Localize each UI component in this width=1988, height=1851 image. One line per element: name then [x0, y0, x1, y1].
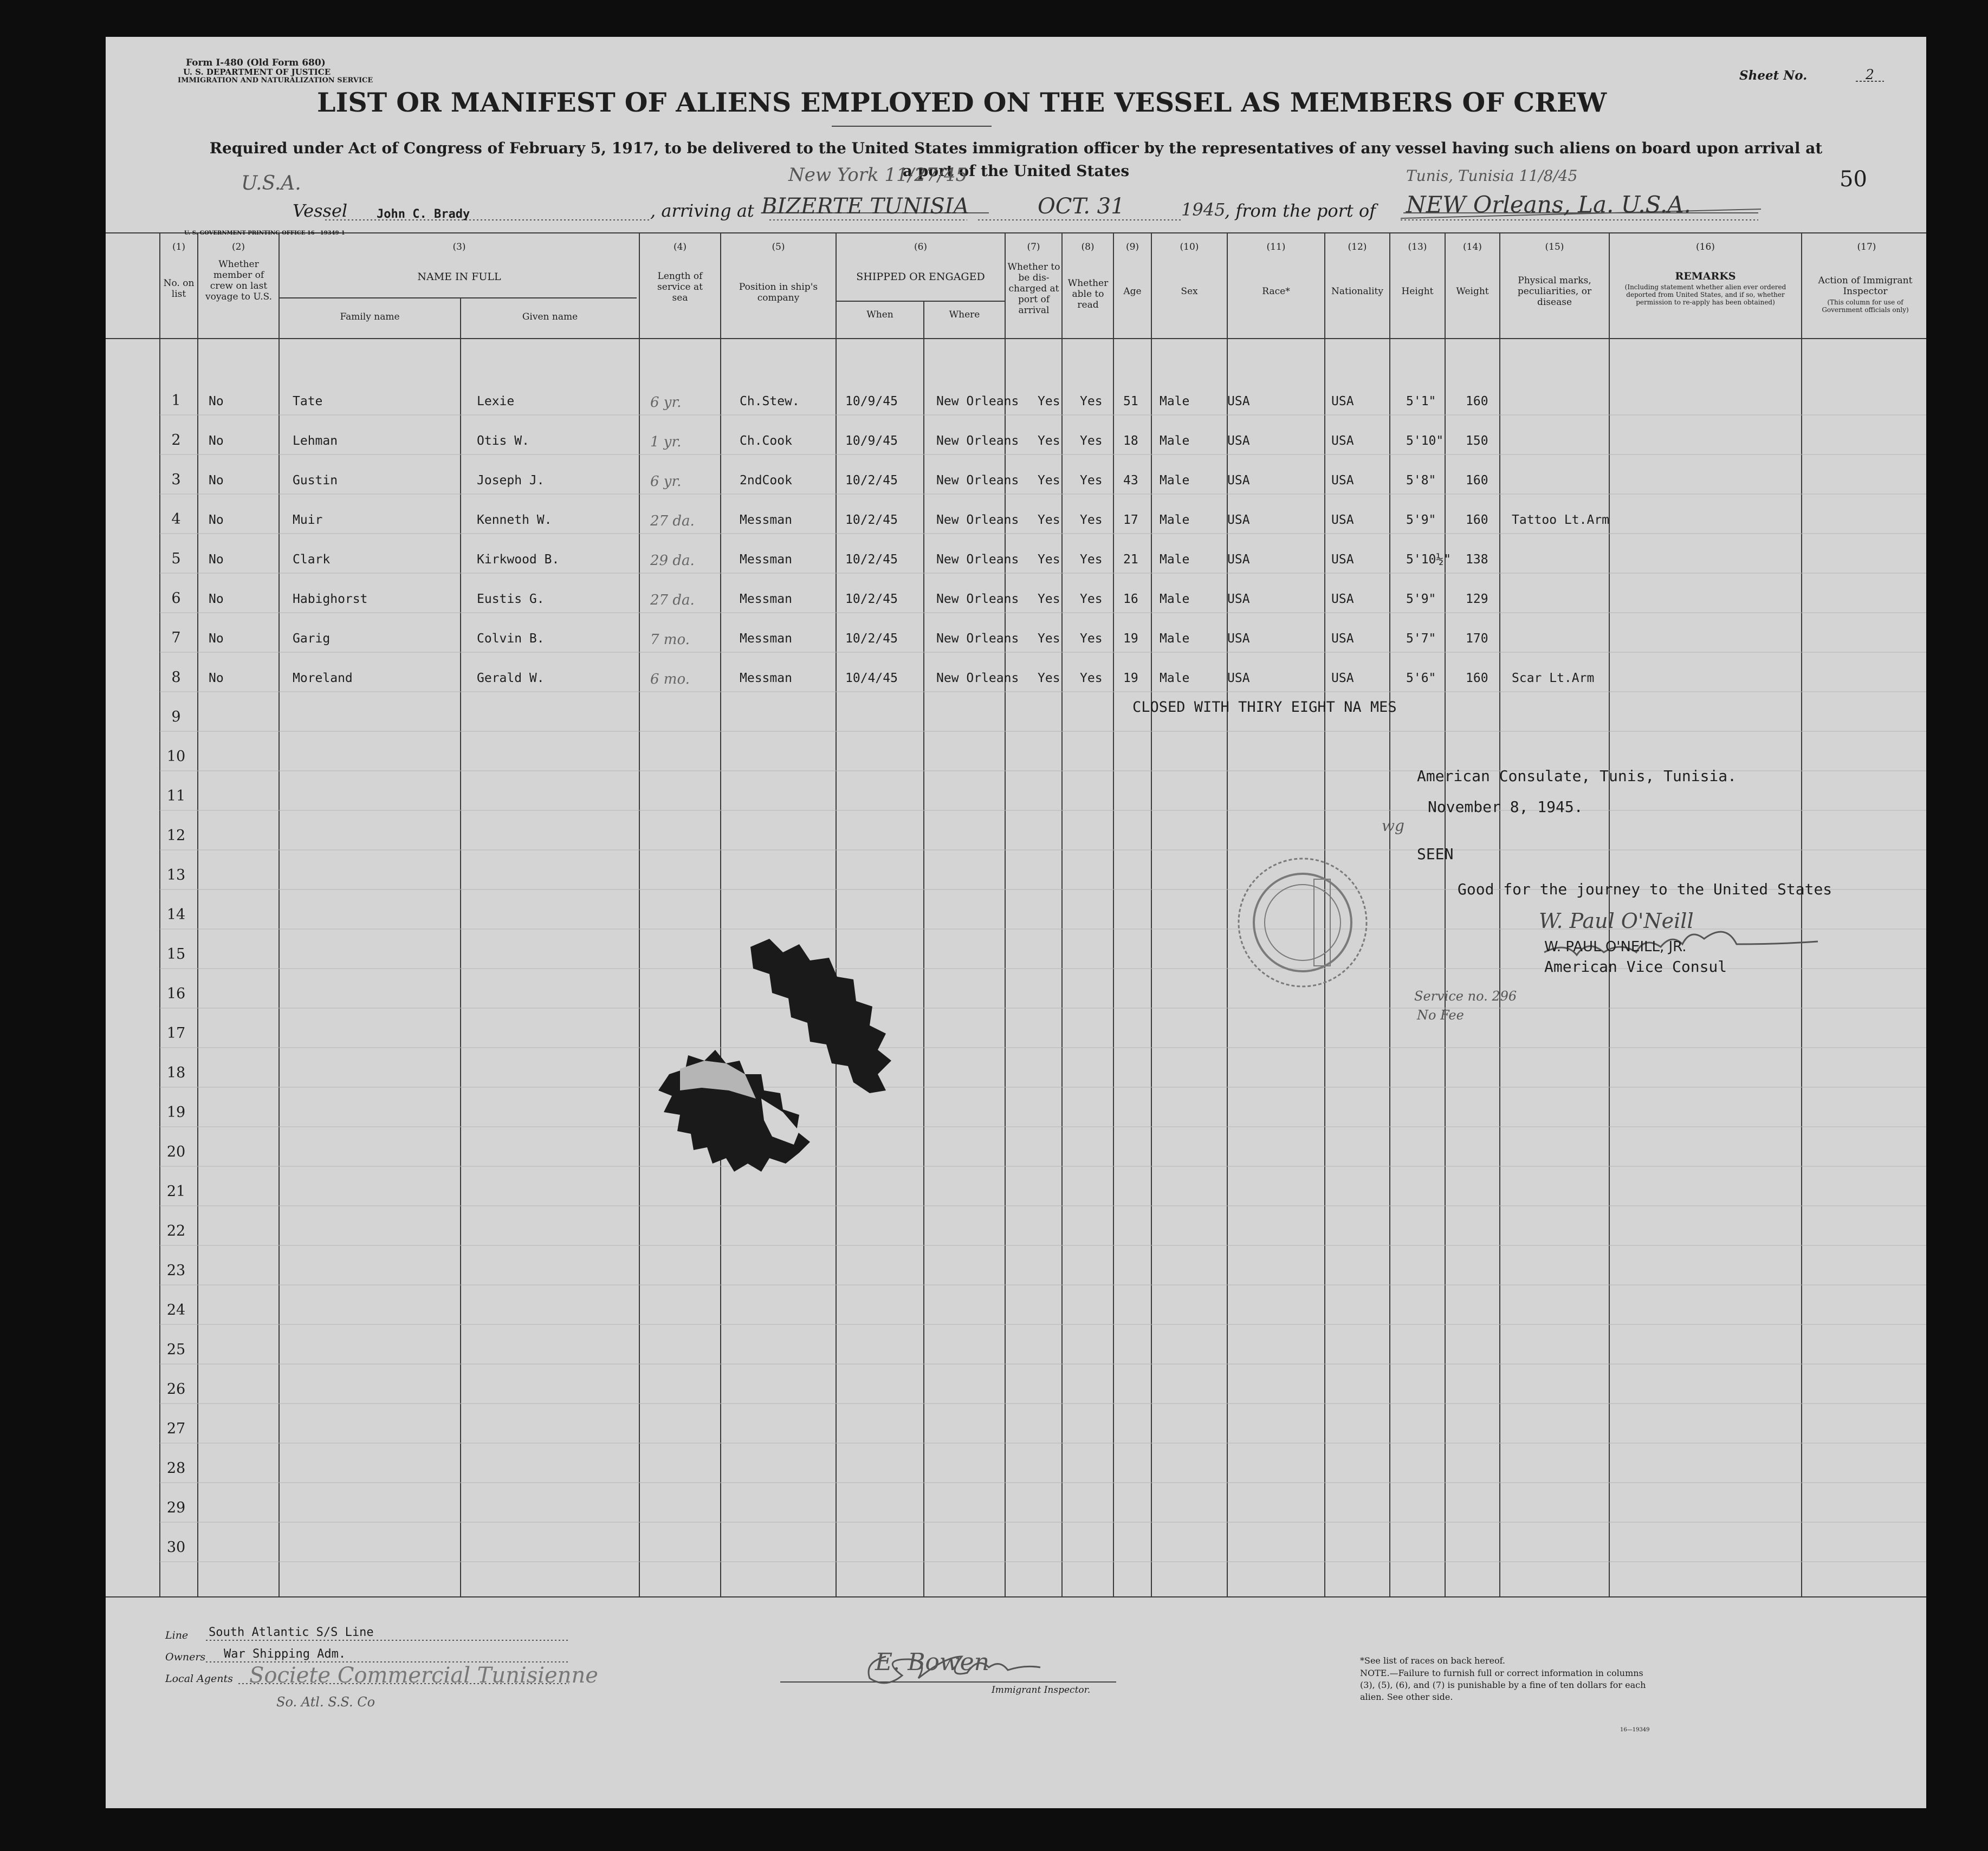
crew-crew: No: [209, 473, 224, 488]
crew-marks: Scar Lt.Arm: [1512, 671, 1595, 685]
crew-position: 2ndCook: [740, 473, 792, 488]
local-agents-label: Local Agents: [165, 1673, 233, 1685]
crew-service: 1 yr.: [650, 434, 682, 450]
col-15-label: Physical marks, peculiarities, or disease: [1517, 275, 1592, 308]
crew-service: 6 yr.: [650, 473, 682, 490]
crew-race: USA: [1227, 434, 1250, 448]
inspector-signature: E. Bowen: [875, 1648, 989, 1676]
col-15-num: (15): [1545, 242, 1564, 252]
seen-stamp: SEEN: [1417, 845, 1454, 863]
ribbon-seal: [750, 939, 891, 1093]
crew-family: Tate: [293, 394, 323, 408]
form-subtitle: Required under Act of Congress of February 5, 1917, to be delivered to the United States immigration officer by the representatives of any vessel having such aliens on board upon arrival at a port of the United States: [209, 139, 1823, 180]
crew-sex: Male: [1160, 553, 1190, 567]
crew-weight: 150: [1466, 434, 1488, 448]
crew-sex: Male: [1160, 513, 1190, 527]
crew-discharged: Yes: [1038, 632, 1060, 646]
col-3-num: (3): [452, 242, 466, 252]
crew-family: Moreland: [293, 671, 353, 685]
crew-when: 10/2/45: [845, 553, 898, 567]
crew-position: Messman: [740, 632, 792, 646]
crew-read: Yes: [1080, 473, 1103, 488]
crew-crew: No: [209, 632, 224, 646]
crew-family: Lehman: [293, 434, 338, 448]
col-10-num: (10): [1180, 242, 1199, 252]
crew-age: 18: [1123, 434, 1138, 448]
col-6-where: Where: [949, 309, 980, 320]
crew-sex: Male: [1160, 671, 1190, 685]
row-number: 7: [171, 629, 181, 646]
races-note: *See list of races on back hereof.: [1360, 1655, 1506, 1666]
crew-nationality: USA: [1331, 473, 1354, 488]
arrival-year: 1945: [1181, 199, 1226, 220]
row-number: 12: [166, 827, 186, 844]
col-16-note: (Including statement whether alien ever ordered deported from United States, and if so, whether permission to re-apply has been obtained): [1624, 283, 1786, 306]
row-number: 30: [166, 1539, 186, 1556]
crew-height: 5'7": [1406, 632, 1436, 646]
fine-note: NOTE.—Failure to furnish full or correct information in columns (3), (5), (6), and (7) is punishable by a fine of ten dollars for each alien. See other side.: [1360, 1668, 1646, 1702]
crew-age: 43: [1123, 473, 1138, 488]
row-number: 27: [166, 1420, 186, 1437]
row-number: 11: [166, 788, 186, 804]
crew-crew: No: [209, 553, 224, 567]
crew-family: Garig: [293, 632, 331, 646]
crew-where: New Orleans: [936, 434, 1019, 448]
arriving-port: BIZERTE TUNISIA: [761, 194, 969, 219]
crew-where: New Orleans: [936, 553, 1019, 567]
crew-sex: Male: [1160, 632, 1190, 646]
line-value: South Atlantic S/S Line: [209, 1626, 374, 1639]
arriving-handwritten: New York 11/27/45: [788, 164, 968, 186]
form-title: LIST OR MANIFEST OF ALIENS EMPLOYED ON THE VESSEL AS MEMBERS OF CREW: [317, 87, 1607, 118]
col-7-num: (7): [1027, 242, 1040, 252]
crew-given: Eustis G.: [477, 592, 545, 606]
crew-weight: 129: [1466, 592, 1488, 606]
crew-family: Muir: [293, 513, 323, 527]
col-13-label: Height: [1401, 286, 1434, 297]
crew-crew: No: [209, 513, 224, 527]
crew-service: 27 da.: [650, 592, 695, 608]
col-6-label: SHIPPED OR ENGAGED: [856, 271, 985, 283]
crew-discharged: Yes: [1038, 434, 1060, 448]
consulate-seal: [1239, 859, 1367, 986]
col-2-num: (2): [231, 242, 245, 252]
crew-given: Otis W.: [477, 434, 529, 448]
row-number: 6: [171, 590, 181, 607]
col-14-label: Weight: [1456, 286, 1489, 297]
col-4-num: (4): [673, 242, 687, 252]
crew-weight: 160: [1466, 394, 1488, 408]
crew-height: 5'9": [1406, 592, 1436, 606]
crew-when: 10/2/45: [845, 592, 898, 606]
crew-family: Gustin: [293, 473, 338, 488]
crew-race: USA: [1227, 592, 1250, 606]
crew-position: Messman: [740, 671, 792, 685]
consul-signature: W. Paul O'Neill: [1539, 909, 1694, 933]
service-number-note: Service no. 296: [1414, 989, 1517, 1004]
col-1-label: No. on list: [163, 278, 195, 300]
row-number: 5: [171, 550, 181, 567]
col-10-label: Sex: [1181, 286, 1198, 297]
crew-position: Messman: [740, 553, 792, 567]
crew-when: 10/9/45: [845, 394, 898, 408]
crew-given: Kenneth W.: [477, 513, 552, 527]
crew-nationality: USA: [1331, 632, 1354, 646]
crew-height: 5'10": [1406, 434, 1444, 448]
crew-given: Lexie: [477, 394, 515, 408]
row-number: 23: [166, 1262, 186, 1279]
crew-when: 10/2/45: [845, 473, 898, 488]
printing-office: U. S. GOVERNMENT PRINTING OFFICE 16—19349-1: [184, 230, 345, 236]
col-1-num: (1): [172, 242, 186, 252]
crew-crew: No: [209, 434, 224, 448]
col-12-label: Nationality: [1331, 286, 1383, 297]
crew-age: 51: [1123, 394, 1138, 408]
row-number: 20: [166, 1144, 186, 1160]
crew-discharged: Yes: [1038, 394, 1060, 408]
crew-sex: Male: [1160, 434, 1190, 448]
arrival-date: OCT. 31: [1038, 194, 1125, 219]
crew-position: Ch.Stew.: [740, 394, 800, 408]
row-number: 28: [166, 1460, 186, 1477]
crew-sex: Male: [1160, 394, 1190, 408]
crew-height: 5'1": [1406, 394, 1436, 408]
crew-height: 5'10½": [1406, 553, 1452, 567]
crew-nationality: USA: [1331, 553, 1354, 567]
local-agents-handwritten-2: So. Atl. S.S. Co: [276, 1694, 375, 1710]
crew-crew: No: [209, 592, 224, 606]
crew-weight: 170: [1466, 632, 1488, 646]
line-label: Line: [165, 1629, 189, 1641]
initials: wg: [1382, 817, 1404, 835]
crew-read: Yes: [1080, 513, 1103, 527]
crew-crew: No: [209, 671, 224, 685]
from-port: NEW Orleans, La. U.S.A.: [1406, 191, 1691, 218]
row-number: 9: [171, 709, 181, 725]
sheet-number: 2: [1866, 67, 1874, 82]
crew-crew: No: [209, 394, 224, 408]
col-5-num: (5): [772, 242, 785, 252]
col-9-label: Age: [1123, 286, 1142, 297]
crew-family: Clark: [293, 553, 331, 567]
crew-read: Yes: [1080, 434, 1103, 448]
crew-age: 21: [1123, 553, 1138, 567]
crew-race: USA: [1227, 553, 1250, 567]
col-11-num: (11): [1266, 242, 1286, 252]
row-number: 4: [171, 511, 181, 528]
col-7-label: Whether to be dis-charged at port of arrival: [1007, 262, 1060, 316]
col-9-num: (9): [1125, 242, 1139, 252]
col-17-label: Action of Immigrant Inspector: [1818, 275, 1913, 297]
col-4-label: Length of service at sea: [657, 271, 703, 303]
crew-position: Ch.Cook: [740, 434, 792, 448]
crew-when: 10/2/45: [845, 632, 898, 646]
crew-race: USA: [1227, 473, 1250, 488]
crew-service: 6 yr.: [650, 394, 682, 411]
row-number: 3: [171, 471, 181, 488]
col-12-num: (12): [1348, 242, 1367, 252]
col-14-num: (14): [1463, 242, 1482, 252]
crew-nationality: USA: [1331, 394, 1354, 408]
crew-height: 5'6": [1406, 671, 1436, 685]
inspector-label: Immigrant Inspector.: [992, 1685, 1091, 1696]
col-6-num: (6): [914, 242, 928, 252]
form-code: 16—19349: [1620, 1727, 1650, 1733]
crew-discharged: Yes: [1038, 553, 1060, 567]
arriving-label: , arriving at: [650, 200, 754, 221]
crew-discharged: Yes: [1038, 513, 1060, 527]
crew-marks: Tattoo Lt.Arm: [1512, 513, 1610, 527]
crew-age: 19: [1123, 671, 1138, 685]
owners-label: Owners: [165, 1651, 206, 1663]
closed-note: CLOSED WITH THIRY EIGHT NA MES: [1132, 699, 1397, 716]
col-3-family-name: Family name: [340, 311, 400, 322]
crew-when: 10/2/45: [845, 513, 898, 527]
crew-nationality: USA: [1331, 592, 1354, 606]
local-agents-handwritten: Societe Commercial Tunisienne: [249, 1663, 598, 1688]
signer-name: W. PAUL O'NEILL, JR.: [1544, 939, 1687, 955]
crew-where: New Orleans: [936, 394, 1019, 408]
crew-read: Yes: [1080, 553, 1103, 567]
crew-read: Yes: [1080, 632, 1103, 646]
crew-where: New Orleans: [936, 592, 1019, 606]
col-6-when: When: [866, 309, 893, 320]
crew-service: 29 da.: [650, 553, 695, 569]
crew-read: Yes: [1080, 394, 1103, 408]
crew-sex: Male: [1160, 592, 1190, 606]
col-11-label: Race*: [1262, 286, 1290, 297]
col-16-label: REMARKS: [1675, 270, 1736, 282]
crew-given: Colvin B.: [477, 632, 545, 646]
crew-position: Messman: [740, 592, 792, 606]
col-17-num: (17): [1857, 242, 1876, 252]
crew-nationality: USA: [1331, 434, 1354, 448]
crew-read: Yes: [1080, 592, 1103, 606]
good-for-journey: Good for the journey to the United States: [1458, 880, 1832, 898]
crew-race: USA: [1227, 671, 1250, 685]
crew-height: 5'9": [1406, 513, 1436, 527]
col-5-label: Position in ship's company: [739, 282, 818, 303]
row-number: 2: [171, 432, 181, 449]
crew-nationality: USA: [1331, 513, 1354, 527]
col-8-label: Whether able to read: [1067, 278, 1109, 310]
crew-given: Kirkwood B.: [477, 553, 560, 567]
crew-when: 10/4/45: [845, 671, 898, 685]
crew-race: USA: [1227, 394, 1250, 408]
crew-discharged: Yes: [1038, 671, 1060, 685]
vessel-flag-handwritten: U.S.A.: [241, 172, 301, 194]
crew-race: USA: [1227, 513, 1250, 527]
col-3-given-name: Given name: [522, 311, 578, 322]
crew-age: 19: [1123, 632, 1138, 646]
crew-where: New Orleans: [936, 671, 1019, 685]
crew-weight: 160: [1466, 671, 1488, 685]
crew-race: USA: [1227, 632, 1250, 646]
col-8-num: (8): [1081, 242, 1095, 252]
col-3-label: NAME IN FULL: [417, 271, 501, 283]
crew-given: Joseph J.: [477, 473, 545, 488]
owners-value: War Shipping Adm.: [224, 1647, 346, 1661]
consulate-line: American Consulate, Tunis, Tunisia.: [1417, 767, 1737, 785]
row-number: 18: [166, 1064, 186, 1081]
row-number: 16: [166, 985, 186, 1002]
crew-read: Yes: [1080, 671, 1103, 685]
row-number: 14: [166, 906, 186, 923]
manifest-sheet: [106, 37, 1926, 1808]
sheet-number-label: Sheet No.: [1739, 68, 1808, 83]
signer-title: American Vice Consul: [1544, 958, 1727, 976]
crew-discharged: Yes: [1038, 592, 1060, 606]
fee-note: No Fee: [1417, 1008, 1464, 1023]
crew-age: 16: [1123, 592, 1138, 606]
vessel-label: Vessel: [293, 200, 348, 221]
row-number: 13: [166, 867, 186, 884]
crew-position: Messman: [740, 513, 792, 527]
crew-discharged: Yes: [1038, 473, 1060, 488]
crew-nationality: USA: [1331, 671, 1354, 685]
row-number: 25: [166, 1341, 186, 1358]
row-number: 8: [171, 669, 181, 686]
crew-age: 17: [1123, 513, 1138, 527]
crew-where: New Orleans: [936, 632, 1019, 646]
row-number: 26: [166, 1381, 186, 1398]
crew-weight: 138: [1466, 553, 1488, 567]
service-name: IMMIGRATION AND NATURALIZATION SERVICE: [178, 76, 373, 85]
crew-where: New Orleans: [936, 513, 1019, 527]
row-number: 24: [166, 1302, 186, 1319]
crew-service: 27 da.: [650, 513, 695, 529]
crew-sex: Male: [1160, 473, 1190, 488]
row-number: 29: [166, 1499, 186, 1516]
form-number: Form I-480 (Old Form 680): [186, 57, 326, 68]
col-17-note: (This column for use of Government officials only): [1822, 298, 1909, 314]
crew-height: 5'8": [1406, 473, 1436, 488]
col-16-num: (16): [1696, 242, 1715, 252]
crew-when: 10/9/45: [845, 434, 898, 448]
from-handwritten: Tunis, Tunisia 11/8/45: [1406, 167, 1578, 185]
consulate-date: November 8, 1945.: [1428, 798, 1583, 816]
page-number: 50: [1840, 167, 1867, 192]
crew-family: Habighorst: [293, 592, 368, 606]
col-13-num: (13): [1408, 242, 1427, 252]
crew-service: 6 mo.: [650, 671, 690, 687]
row-number: 15: [166, 946, 186, 963]
row-number: 21: [166, 1183, 186, 1200]
row-number: 17: [166, 1025, 186, 1042]
crew-given: Gerald W.: [477, 671, 545, 685]
crew-weight: 160: [1466, 513, 1488, 527]
row-number: 19: [166, 1104, 186, 1121]
row-number: 1: [171, 392, 181, 409]
row-number: 22: [166, 1223, 186, 1239]
col-2-label: Whether member of crew on last voyage to U.S.: [205, 259, 272, 302]
crew-where: New Orleans: [936, 473, 1019, 488]
crew-weight: 160: [1466, 473, 1488, 488]
row-number: 10: [166, 748, 186, 765]
department-name: U. S. DEPARTMENT OF JUSTICE: [183, 67, 331, 77]
vessel-name: John C. Brady: [377, 207, 470, 221]
from-port-label: , from the port of: [1225, 200, 1376, 221]
crew-service: 7 mo.: [650, 632, 690, 648]
